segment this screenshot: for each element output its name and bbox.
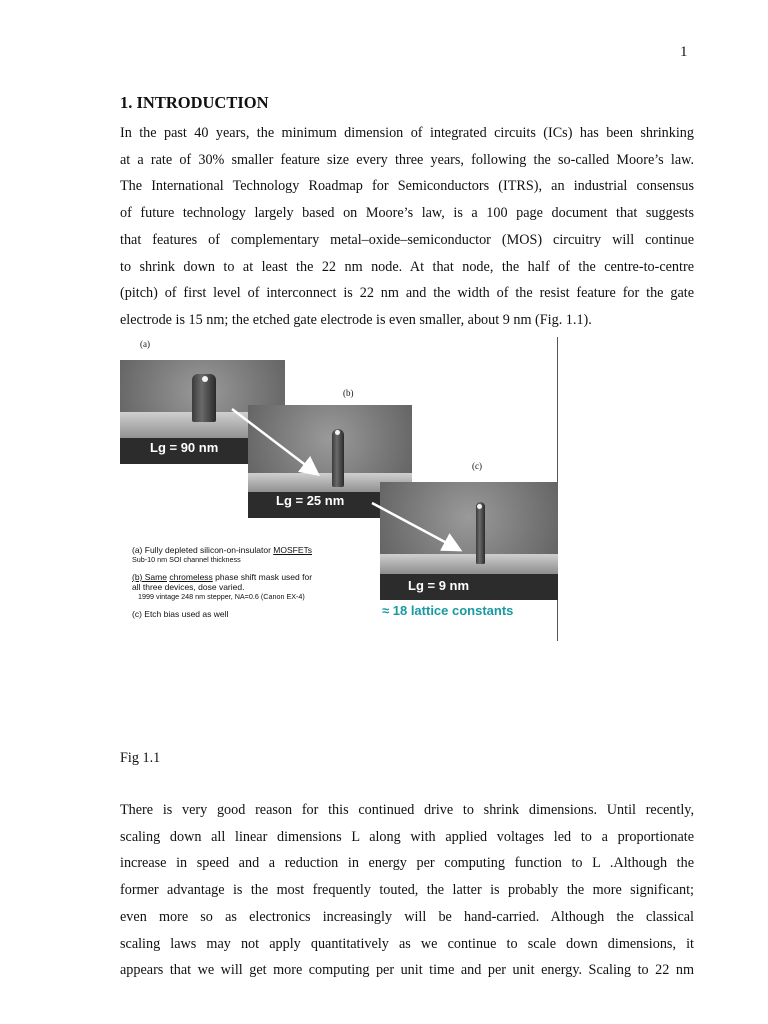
- text-line: scaling laws may not apply quantitatively as we continue to scale down dimensions, it: [120, 935, 694, 952]
- text-line: electrode is 15 nm; the etched gate electrode is even smaller, about 9 nm (Fig. 1.1).: [120, 311, 592, 328]
- panel-label-a: (a): [140, 339, 150, 349]
- text-line: The International Technology Roadmap for Semiconductors (ITRS), an industrial consensus: [120, 178, 694, 195]
- note-a-sub: Sub-10 nm SOI channel thickness: [132, 555, 241, 564]
- text-line: of future technology largely based on Moore’s law, is a 100 page document that suggests: [120, 205, 694, 222]
- text-line: that features of complementary metal–oxide–semiconductor (MOS) circuitry will continue: [120, 231, 694, 248]
- text-line: (pitch) of first level of interconnect is 22 nm and the width of the resist feature for the gate: [120, 285, 694, 302]
- lg-label-a: Lg = 90 nm: [150, 440, 219, 455]
- figure-1-1: [120, 337, 560, 641]
- arrow-b-to-c: [372, 503, 458, 549]
- lg-label-b: Lg = 25 nm: [276, 493, 345, 508]
- note-b-sub: 1999 vintage 248 nm stepper, NA=0.6 (Canon EX-4): [138, 592, 305, 601]
- text-line: increase in speed and a reduction in energy per computing function to L .Although the: [120, 855, 694, 872]
- page-number: 1: [680, 44, 688, 60]
- note-a-main: (a) Fully depleted silicon-on-insulator MOSFETs: [132, 545, 312, 555]
- section-heading: 1. INTRODUCTION: [120, 93, 269, 112]
- text-line: at a rate of 30% smaller feature size every three years, following the so-called Moore’s law.: [120, 151, 694, 168]
- figure-caption: Fig 1.1: [120, 750, 161, 766]
- arrow-a-to-b: [232, 409, 316, 473]
- lg-label-c: Lg = 9 nm: [408, 578, 470, 593]
- note-b-main-line2: all three devices, dose varied.: [132, 582, 245, 592]
- text-line: In the past 40 years, the minimum dimension of integrated circuits (ICs) has been shrinking: [120, 125, 694, 141]
- text-line: even more so as electronics increasingly will be hand-carried. Although the classical: [120, 908, 694, 925]
- text-line: There is very good reason for this continued drive to shrink dimensions. Until recently,: [120, 802, 694, 818]
- lattice-constants-label: ≈ 18 lattice constants: [382, 603, 514, 618]
- body-paragraph: [120, 797, 694, 984]
- note-c-main: (c) Etch bias used as well: [132, 609, 229, 619]
- text-line: scaling down all linear dimensions L along with applied voltages led to a proportionate: [120, 828, 694, 845]
- text-line: appears that we will get more computing per unit time and per unit energy. Scaling to 22 nm: [120, 962, 694, 979]
- intro-paragraph: [120, 120, 694, 334]
- figure-notes: [132, 545, 362, 619]
- panel-label-b: (b): [343, 388, 354, 398]
- text-line: to shrink down to at least the 22 nm node. At that node, the half of the centre-to-centre: [120, 258, 694, 275]
- text-line: former advantage is the most frequently touted, the latter is probably the more significant;: [120, 882, 694, 899]
- panel-label-c: (c): [472, 461, 482, 471]
- note-b-main: (b) Same chromeless phase shift mask used for: [132, 572, 313, 582]
